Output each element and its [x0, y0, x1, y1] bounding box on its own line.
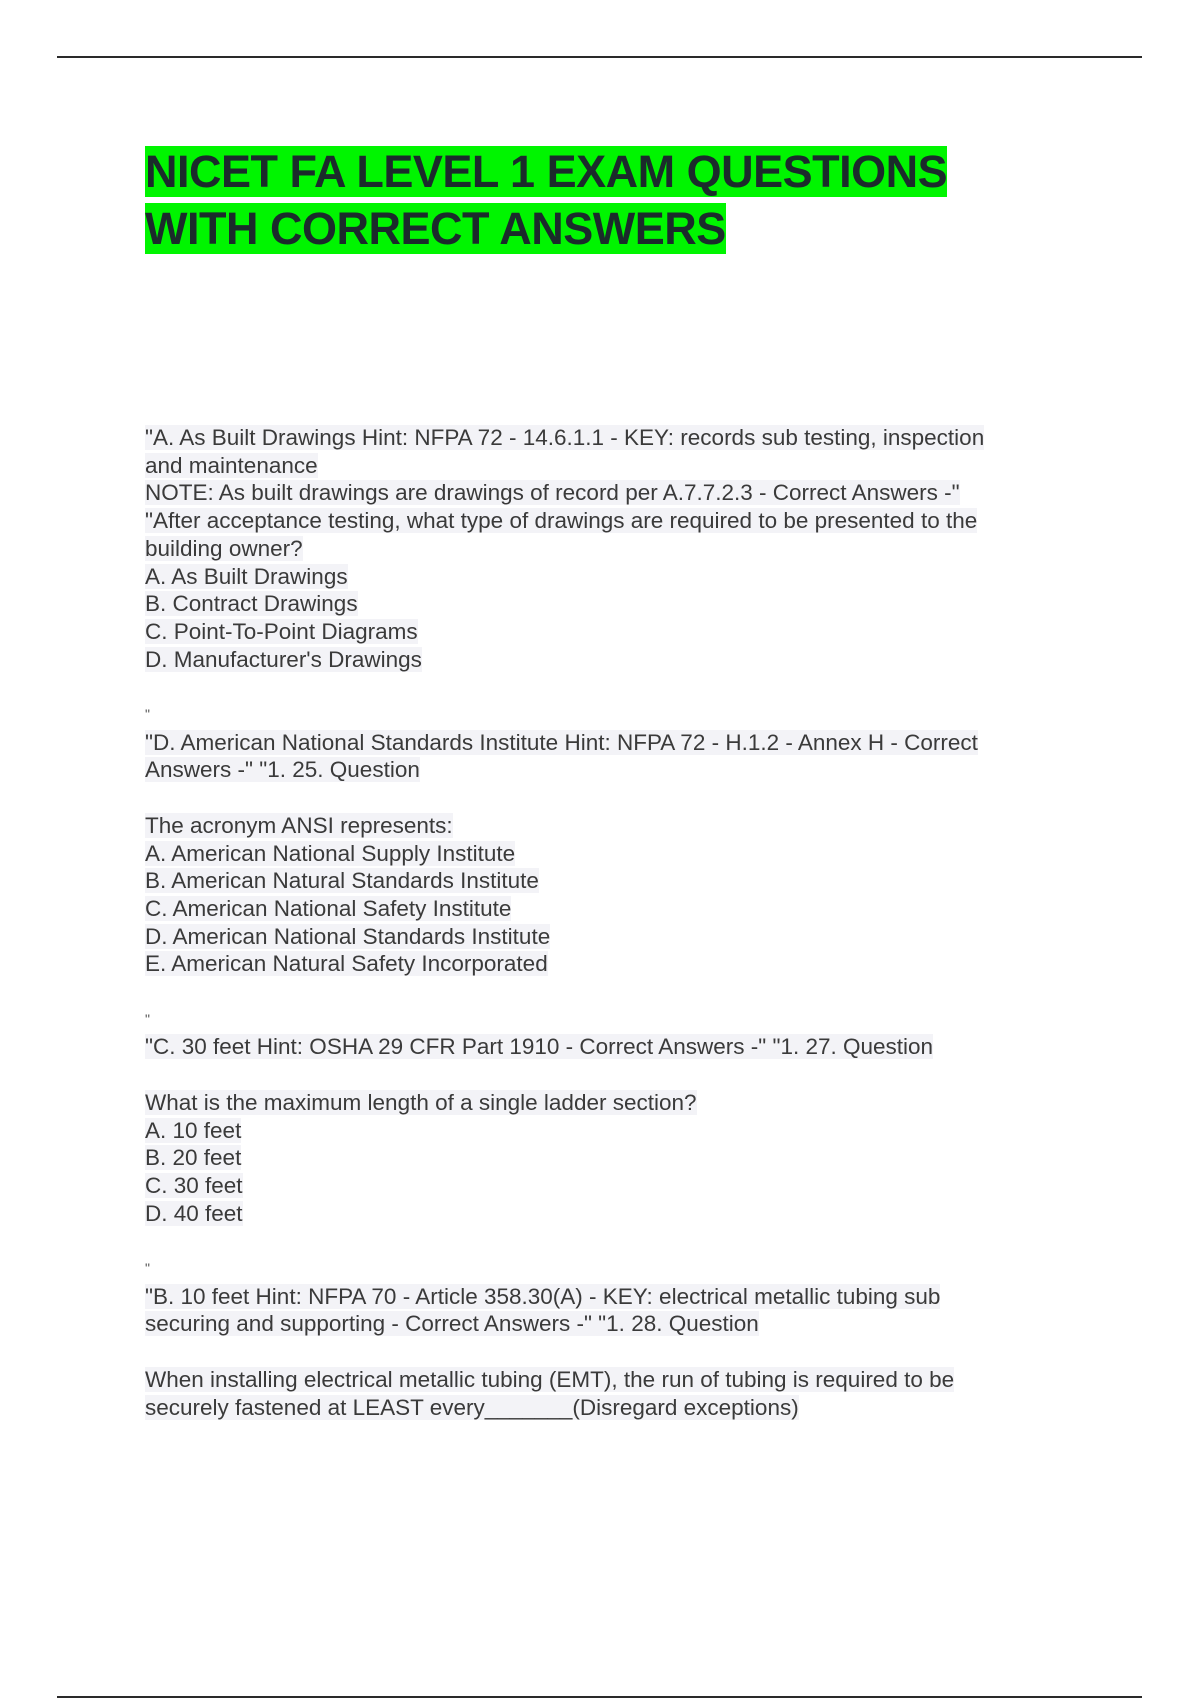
document-title — [145, 143, 1045, 257]
answer-line: and maintenance — [145, 452, 318, 478]
question-line: The acronym ANSI represents: — [145, 812, 453, 838]
option-b: B. 20 feet — [145, 1145, 242, 1171]
closing-quote: " — [145, 1010, 150, 1027]
question-line: When installing electrical metallic tubing (EMT), the run of tubing is required to be — [145, 1366, 955, 1392]
option-b: B. American Natural Standards Institute — [145, 868, 539, 894]
option-d: D. 40 feet — [145, 1200, 243, 1226]
header-rule — [57, 56, 1142, 58]
qa-block-4 — [145, 1283, 1065, 1422]
closing-quote: " — [145, 706, 150, 723]
answer-line: securing and supporting - Correct Answers -" "1. 28. Question — [145, 1311, 759, 1337]
title-line-1: NICET FA LEVEL 1 EXAM QUESTIONS — [145, 146, 948, 197]
qa-block-3 — [145, 1033, 1065, 1282]
option-b: B. Contract Drawings — [145, 591, 358, 617]
option-c: C. American National Safety Institute — [145, 895, 512, 921]
answer-line: "A. As Built Drawings Hint: NFPA 72 - 14.6.1.1 - KEY: records sub testing, inspection — [145, 425, 985, 450]
closing-quote: " — [145, 1260, 150, 1277]
footer-rule — [57, 1696, 1142, 1698]
question-line: What is the maximum length of a single ladder section? — [145, 1089, 697, 1115]
document-body — [145, 424, 1065, 1421]
option-d: D. American National Standards Institute — [145, 923, 551, 949]
qa-block-1 — [145, 424, 1065, 729]
answer-line: "D. American National Standards Institute Hint: NFPA 72 - H.1.2 - Annex H - Correct — [145, 729, 978, 755]
option-e: E. American Natural Safety Incorporated — [145, 951, 548, 977]
option-d: D. Manufacturer's Drawings — [145, 646, 422, 672]
answer-line: Answers -" "1. 25. Question — [145, 757, 420, 783]
option-a: A. 10 feet — [145, 1117, 242, 1143]
option-a: A. As Built Drawings — [145, 563, 348, 589]
title-line-2: WITH CORRECT ANSWERS — [145, 203, 726, 254]
question-line: "After acceptance testing, what type of drawings are required to be presented to the — [145, 508, 978, 534]
answer-line: NOTE: As built drawings are drawings of record per A.7.7.2.3 - Correct Answers -" — [145, 480, 960, 506]
option-c: C. Point-To-Point Diagrams — [145, 618, 418, 644]
answer-line: "C. 30 feet Hint: OSHA 29 CFR Part 1910 - Correct Answers -" "1. 27. Question — [145, 1034, 934, 1060]
option-a: A. American National Supply Institute — [145, 840, 516, 866]
option-c: C. 30 feet — [145, 1172, 243, 1198]
qa-block-2 — [145, 729, 1065, 1034]
question-line: building owner? — [145, 535, 303, 561]
question-line: securely fastened at LEAST every_______(Disregard exceptions) — [145, 1394, 799, 1420]
answer-line: "B. 10 feet Hint: NFPA 70 - Article 358.30(A) - KEY: electrical metallic tubing sub — [145, 1283, 941, 1309]
